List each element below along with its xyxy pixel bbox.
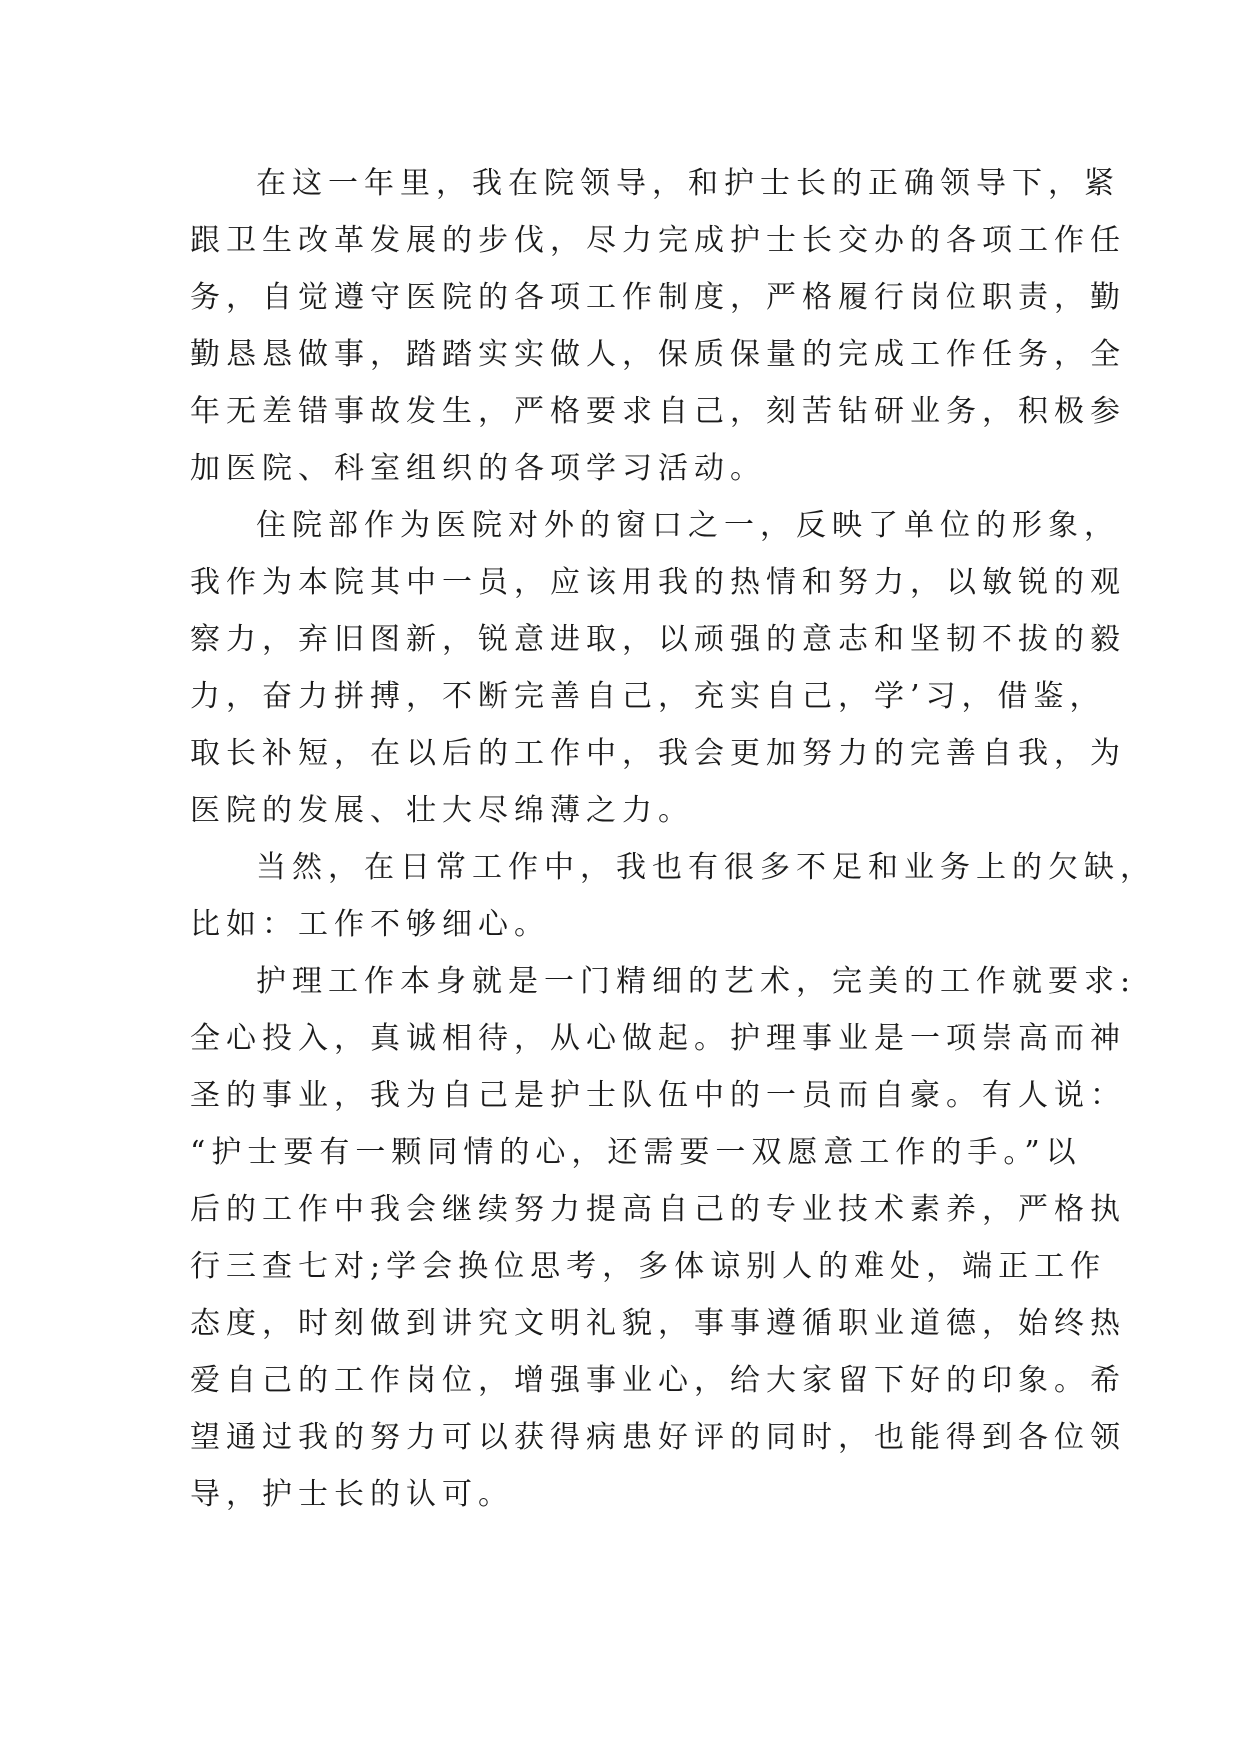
paragraph-line: 全心投入，真诚相待，从心做起。护理事业是一项崇高而神 [190, 1021, 1126, 1056]
paragraph-line: 取长补短，在以后的工作中，我会更加努力的完善自我，为 [190, 736, 1126, 771]
paragraph-line: “护士要有一颗同情的心，还需要一双愿意工作的手。”以 [190, 1135, 1082, 1170]
paragraph-line: 圣的事业，我为自己是护士队伍中的一员而自豪。有人说： [190, 1078, 1126, 1113]
paragraph-4 [190, 953, 1137, 1523]
paragraph-line: 勤恳恳做事，踏踏实实做人，保质保量的完成工作任务，全 [190, 337, 1126, 372]
paragraph-3 [190, 839, 1156, 953]
paragraph-line: 态度，时刻做到讲究文明礼貌，事事遵循职业道德，始终热 [190, 1306, 1126, 1341]
paragraph-line: 年无差错事故发生，严格要求自己，刻苦钻研业务，积极参 [190, 394, 1126, 429]
paragraph-line: 察力，弃旧图新，锐意进取，以顽强的意志和坚韧不拔的毅 [190, 622, 1126, 657]
paragraph-line: 力，奋力拼搏，不断完善自己，充实自己，学’习，借鉴， [190, 679, 1106, 714]
paragraph-line: 比如：工作不够细心。 [190, 907, 550, 942]
paragraph-1 [190, 155, 1126, 497]
paragraph-line: 导，护士长的认可。 [190, 1477, 514, 1512]
paragraph-line: 爱自己的工作岗位，增强事业心，给大家留下好的印象。希 [190, 1363, 1126, 1398]
paragraph-line: 当然，在日常工作中，我也有很多不足和业务上的欠缺， [256, 850, 1156, 885]
paragraph-line: 行三查七对;学会换位思考，多体谅别人的难处，端正工作 [190, 1249, 1107, 1284]
paragraph-line: 后的工作中我会继续努力提高自己的专业技术素养，严格执 [190, 1192, 1126, 1227]
paragraph-line: 加医院、科室组织的各项学习活动。 [190, 451, 766, 486]
paragraph-line: 医院的发展、壮大尽绵薄之力。 [190, 793, 694, 828]
paragraph-line: 我作为本院其中一员，应该用我的热情和努力，以敏锐的观 [190, 565, 1126, 600]
paragraph-line: 务，自觉遵守医院的各项工作制度，严格履行岗位职责，勤 [190, 280, 1126, 315]
paragraph-line: 在这一年里，我在院领导，和护士长的正确领导下，紧 [256, 166, 1120, 201]
document-body [190, 155, 1156, 1523]
paragraph-2 [190, 497, 1126, 839]
paragraph-line: 护理工作本身就是一门精细的艺术，完美的工作就要求: [256, 964, 1137, 999]
paragraph-line: 望通过我的努力可以获得病患好评的同时，也能得到各位领 [190, 1420, 1126, 1455]
paragraph-line: 住院部作为医院对外的窗口之一，反映了单位的形象， [256, 508, 1120, 543]
paragraph-line: 跟卫生改革发展的步伐，尽力完成护士长交办的各项工作任 [190, 223, 1126, 258]
